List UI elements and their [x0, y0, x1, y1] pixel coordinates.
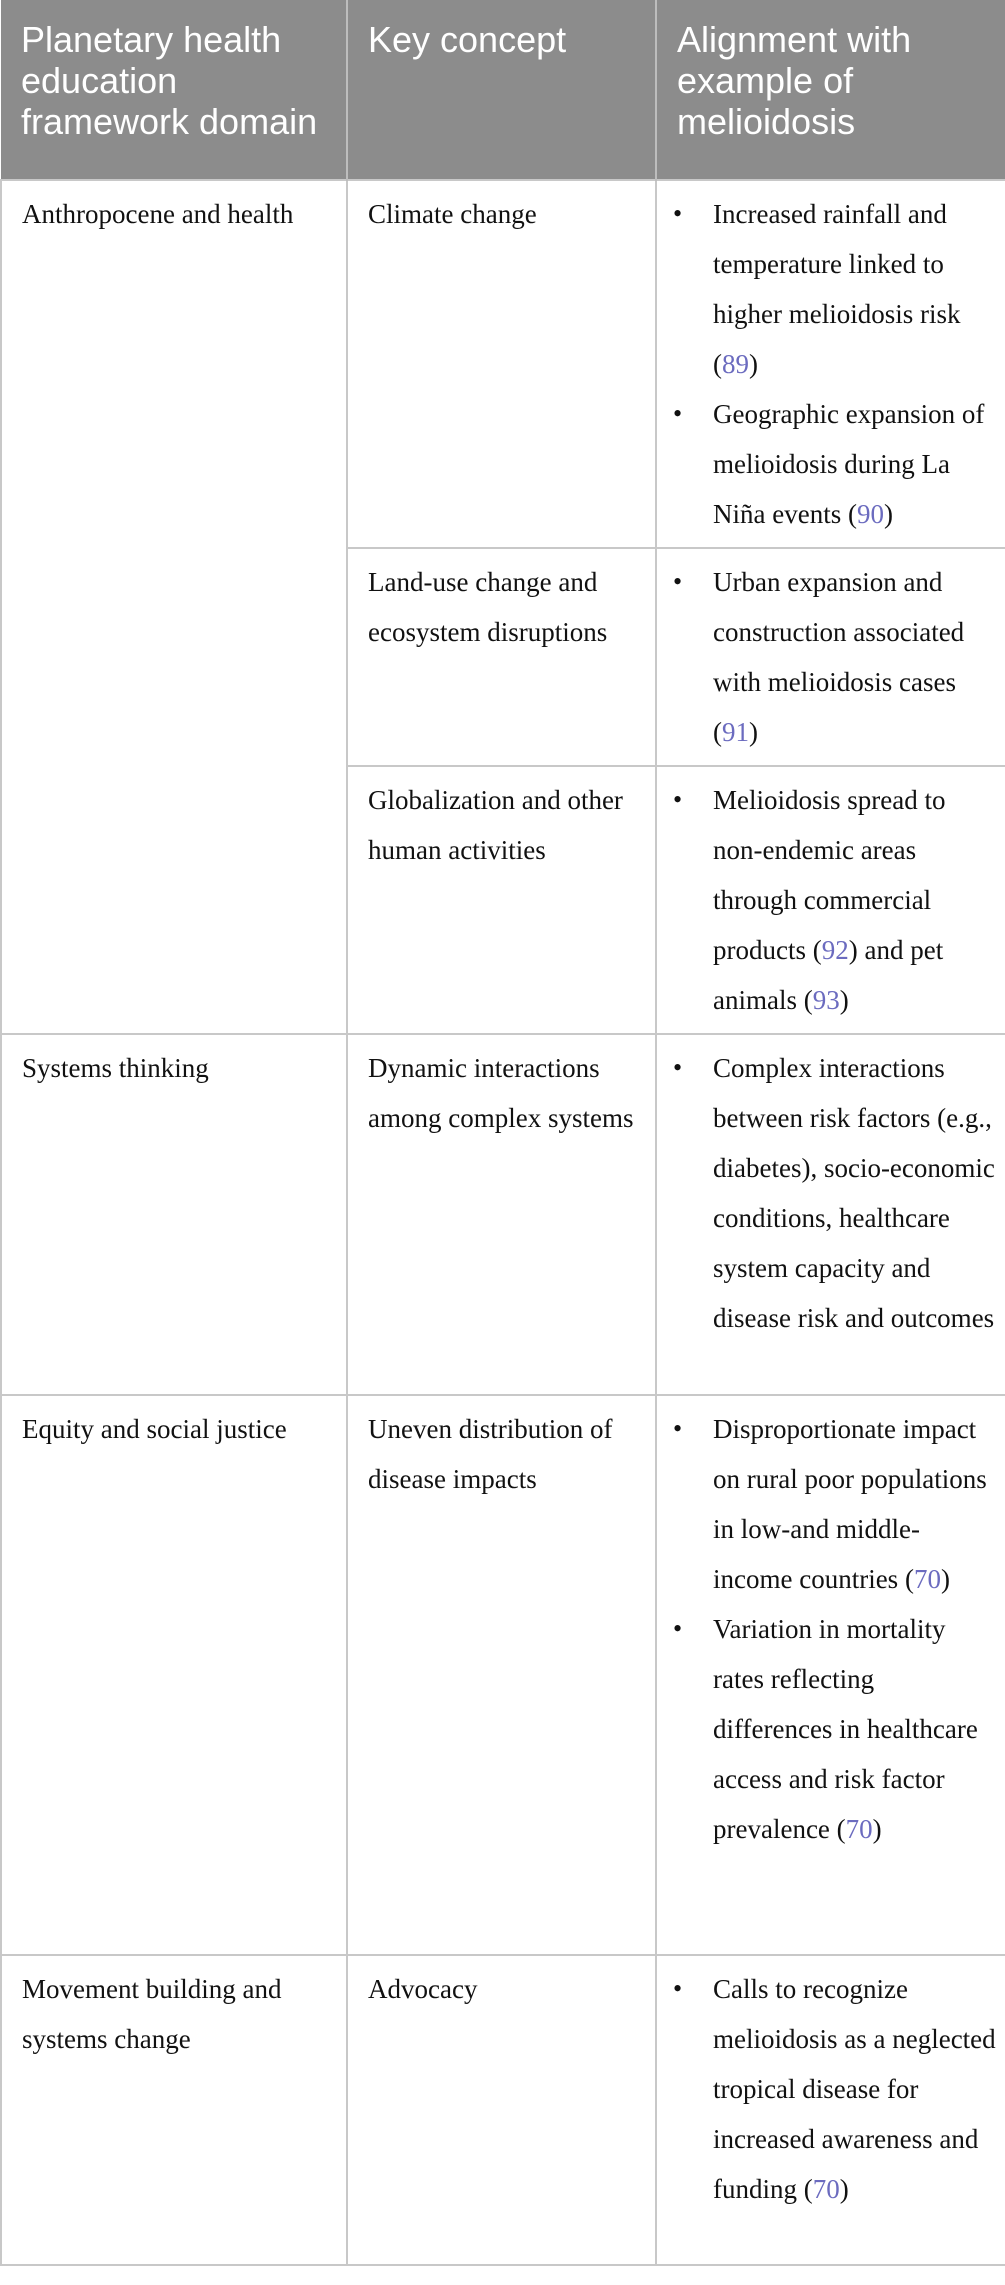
domain-cell: Equity and social justice [1, 1395, 347, 1955]
concept-cell: Land-use change and ecosystem disruptions [347, 548, 656, 766]
bullet-item: • Melioidosis spread to non-endemic areas through commercial products (92) and pet animals (93) [671, 775, 997, 1025]
alignment-cell [656, 180, 1005, 548]
concept-cell: Advocacy [347, 1955, 656, 2265]
concept-cell: Climate change [347, 180, 656, 548]
bullet-item: • Urban expansion and construction associated with melioidosis cases (91) [671, 557, 997, 757]
reference-link[interactable]: 90 [856, 499, 884, 529]
reference-link[interactable]: 70 [913, 1564, 941, 1594]
bullet-item: • Variation in mortality rates reflecting differences in healthcare access and risk factor prevalence (70) [671, 1604, 997, 1854]
concept-cell: Dynamic interactions among complex systems [347, 1034, 656, 1395]
alignment-cell [656, 1395, 1005, 1955]
header-alignment: Alignment with example of melioidosis [656, 0, 1005, 180]
table-row [1, 1955, 1005, 2265]
concept-cell: Globalization and other human activities [347, 766, 656, 1034]
concept-cell: Uneven distribution of disease impacts [347, 1395, 656, 1955]
header-domain: Planetary health education framework domain [1, 0, 347, 180]
reference-link[interactable]: 70 [845, 1814, 873, 1844]
alignment-cell [656, 1955, 1005, 2265]
reference-link[interactable]: 93 [812, 985, 840, 1015]
alignment-cell [656, 766, 1005, 1034]
reference-link[interactable]: 70 [812, 2174, 840, 2204]
domain-cell: Anthropocene and health [1, 180, 347, 1034]
alignment-cell [656, 548, 1005, 766]
header-key-concept: Key concept [347, 0, 656, 180]
reference-link[interactable]: 89 [722, 349, 749, 379]
reference-link[interactable]: 92 [821, 935, 849, 965]
table-row [1, 180, 1005, 548]
bullet-item: • Geographic expansion of melioidosis during La Niña events (90) [671, 389, 997, 539]
reference-link[interactable]: 91 [722, 717, 749, 747]
domain-cell: Systems thinking [1, 1034, 347, 1395]
domain-cell: Movement building and systems change [1, 1955, 347, 2265]
bullet-item: • Calls to recognize melioidosis as a neglected tropical disease for increased awareness and funding (70) [671, 1964, 997, 2214]
bullet-item: • Disproportionate impact on rural poor populations in low-and middle-income countries (70) [671, 1404, 997, 1604]
table-row [1, 1395, 1005, 1955]
table-header-row [1, 0, 1005, 180]
bullet-item: • Complex interactions between risk factors (e.g., diabetes), socio-economic conditions, healthcare system capacity and disease risk and outcomes [671, 1043, 997, 1343]
alignment-cell [656, 1034, 1005, 1395]
bullet-item: • Increased rainfall and temperature linked to higher melioidosis risk (89) [671, 189, 997, 389]
table-row [1, 1034, 1005, 1395]
